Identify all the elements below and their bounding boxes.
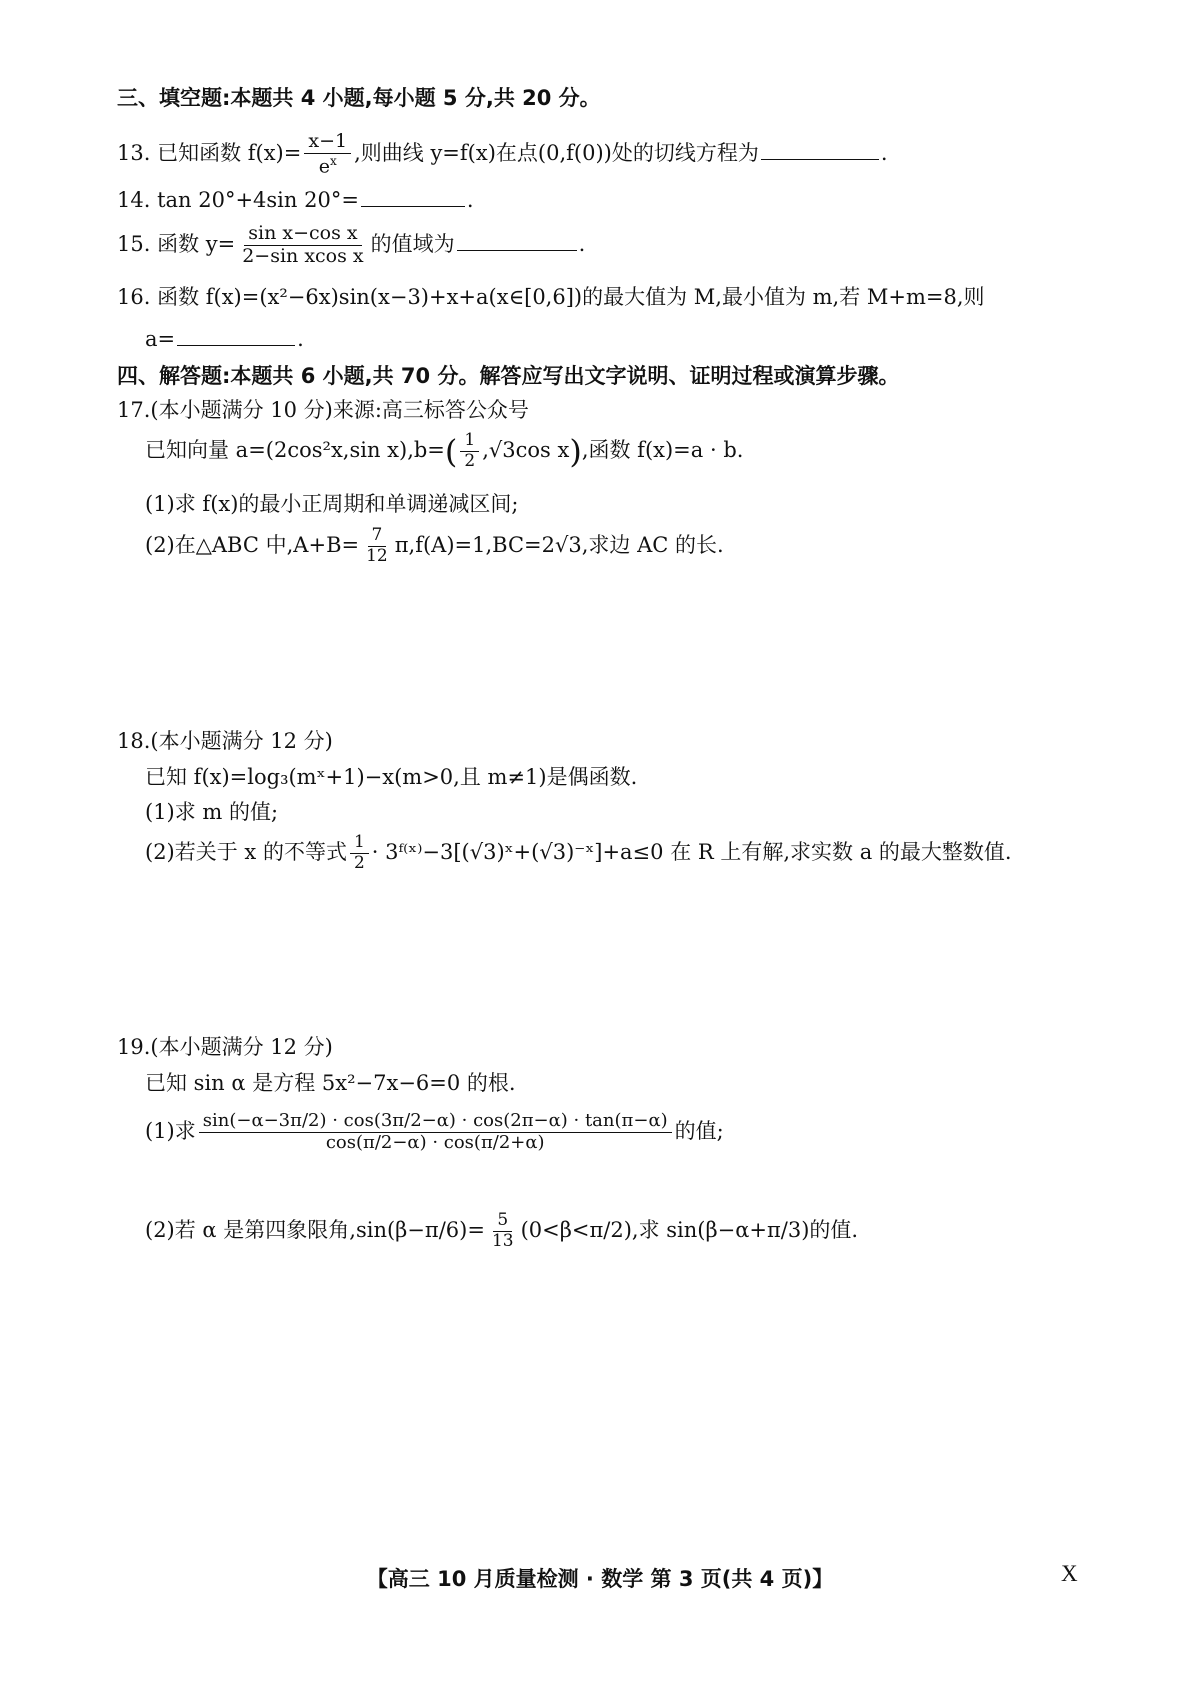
question-17-title: 17.(本小题满分 10 分)来源:高三标答公众号 xyxy=(117,398,529,422)
q19-part2-pre: (2)若 α 是第四象限角,sin(β−π/6)= xyxy=(145,1217,485,1242)
q16-end: . xyxy=(297,327,304,351)
question-18-stem: 已知 f(x)=log₃(mˣ+1)−x(m>0,且 m≠1)是偶函数. xyxy=(145,765,638,789)
q19-part2-frac-num: 5 xyxy=(493,1212,512,1232)
q19-part2-post: (0<β<π/2),求 sin(β−α+π/3)的值. xyxy=(520,1217,859,1242)
question-17-part-2 xyxy=(145,527,724,566)
q15-frac-num: sin x−cos x xyxy=(244,224,361,246)
question-15 xyxy=(117,224,585,267)
q14-end: . xyxy=(466,188,474,212)
q13-frac-num: x−1 xyxy=(304,132,351,154)
q19-part1-num: sin(−α−3π/2) · cos(3π/2−α) · cos(2π−α) · tan(π−α) xyxy=(199,1112,672,1133)
q18-part2-fraction xyxy=(350,834,369,873)
section-4-header: 四、解答题:本题共 6 小题,共 70 分。解答应写出文字说明、证明过程或演算步骤。 xyxy=(117,364,900,388)
section-3-header: 三、填空题:本题共 4 小题,每小题 5 分,共 20 分。 xyxy=(117,86,601,110)
q19-part2-fraction xyxy=(488,1212,518,1251)
question-13 xyxy=(117,132,888,177)
footer-version-mark: X xyxy=(1061,1561,1078,1586)
question-17-part-1: (1)求 f(x)的最小正周期和单调递减区间; xyxy=(145,492,519,516)
q15-answer-blank xyxy=(457,249,577,251)
question-14 xyxy=(117,188,474,213)
question-19-part-2 xyxy=(145,1212,858,1251)
q16-answer-label: a= xyxy=(145,327,176,351)
q19-part1-post: 的值; xyxy=(674,1118,724,1143)
question-18-part-1: (1)求 m 的值; xyxy=(145,800,279,824)
q19-part1-pre: (1)求 xyxy=(145,1118,196,1143)
q19-part1-den: cos(π/2−α) · cos(π/2+α) xyxy=(325,1131,545,1153)
q17-part2-frac-num: 7 xyxy=(368,527,387,547)
q13-frac-den-sup: x xyxy=(329,153,337,168)
q17-stem-pre: 已知向量 a=(2cos²x,sin x),b= xyxy=(145,437,445,462)
question-19-part-1 xyxy=(145,1112,724,1153)
q19-part2-frac-den: 13 xyxy=(491,1230,514,1251)
q18-part2-pre: (2)若关于 x 的不等式 xyxy=(145,839,347,864)
q18-part2-frac-den: 2 xyxy=(353,852,365,873)
q15-frac-den: 2−sin xcos x xyxy=(242,244,364,267)
q15-text-post: 的值域为 xyxy=(370,231,455,256)
q13-text: 13. 已知函数 f(x)= xyxy=(117,141,302,166)
q14-text: 14. tan 20°+4sin 20°= xyxy=(117,188,359,212)
q18-part2-post: · 3ᶠ⁽ˣ⁾−3[(√3)ˣ+(√3)⁻ˣ]+a≤0 在 R 上有解,求实数 a 的最大整数值. xyxy=(371,839,1012,864)
question-16-line-2 xyxy=(145,327,304,352)
q13-answer-blank xyxy=(761,158,879,160)
q17-stem-mid: ,√3cos x xyxy=(482,437,570,462)
q13-fraction xyxy=(304,132,351,177)
q15-fraction xyxy=(238,224,367,267)
q17-stem-frac-den: 2 xyxy=(464,450,476,471)
q16-answer-blank xyxy=(177,344,295,346)
q15-end: . xyxy=(578,231,586,256)
page-footer: 【高三 10 月质量检测 · 数学 第 3 页(共 4 页)】 xyxy=(366,1567,834,1591)
q18-part2-frac-num: 1 xyxy=(350,834,369,854)
question-19-stem: 已知 sin α 是方程 5x²−7x−6=0 的根. xyxy=(145,1071,516,1095)
q17-part2-pre: (2)在△ABC 中,A+B= xyxy=(145,532,360,557)
q17-stem-post: ,函数 f(x)=a · b. xyxy=(581,437,744,462)
q13-end: . xyxy=(880,141,888,166)
q14-answer-blank xyxy=(361,205,465,207)
q13-frac-den: e xyxy=(318,155,330,178)
q19-part1-fraction xyxy=(199,1112,672,1153)
q15-text: 15. 函数 y= xyxy=(117,231,236,256)
question-19-title: 19.(本小题满分 12 分) xyxy=(117,1035,333,1059)
question-18-title: 18.(本小题满分 12 分) xyxy=(117,729,333,753)
q17-part2-post: π,f(A)=1,BC=2√3,求边 AC 的长. xyxy=(394,532,724,557)
question-18-part-2 xyxy=(145,834,1012,873)
question-16-line-1: 16. 函数 f(x)=(x²−6x)sin(x−3)+x+a(x∈[0,6])的最大值为 M,最小值为 m,若 M+m=8,则 xyxy=(117,285,985,309)
q17-stem-fraction xyxy=(460,432,479,471)
q13-text-post: ,则曲线 y=f(x)在点(0,f(0))处的切线方程为 xyxy=(354,141,759,166)
q17-stem-frac-num: 1 xyxy=(460,432,479,452)
q17-part2-frac-den: 12 xyxy=(366,545,388,566)
question-17-stem: 已知向量 a=(2cos²x,sin x),b=( $\frac{1}{2}$ ,√3cos x),函数 f(x)=a · b. xyxy=(145,430,744,471)
q17-part2-fraction xyxy=(362,527,392,566)
